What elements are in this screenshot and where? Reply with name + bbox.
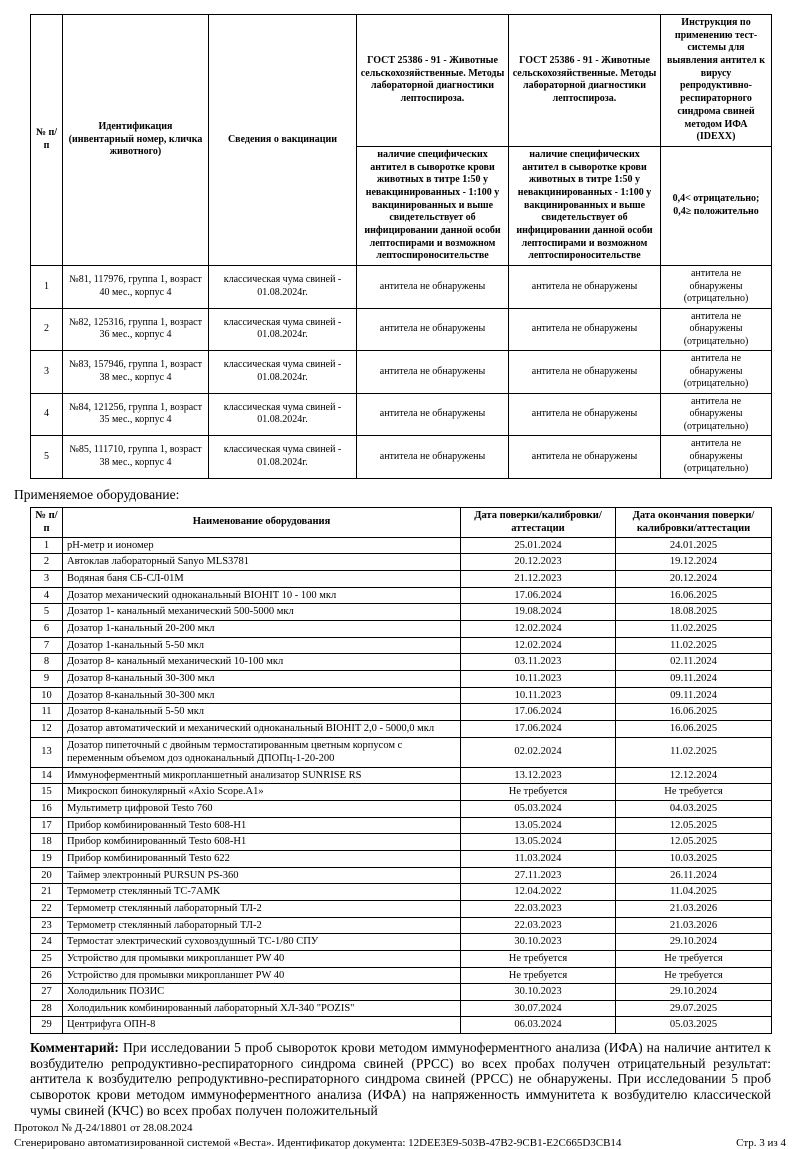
cell-check-date: Не требуется [461,950,616,967]
cell-end-date: 04.03.2025 [616,801,772,818]
cell-equip-number: 3 [31,571,63,588]
cell-end-date: 21.03.2026 [616,900,772,917]
cell-idexx-result: антитела не обнаружены (отрицательно) [661,308,772,351]
subheader-gost-criteria-2: наличие специфических антител в сыворотке крови животных в титре 1:50 у невакцинированных - 1:100 у вакцинированных и выше свидетельствует об инфицировании данной особи лептоспирами и возможном лептоспироносительстве [509,146,661,265]
col-header-equip-name: Наименование оборудования [63,507,461,537]
cell-identification: №83, 157946, группа 1, возраст 38 мес., корпус 4 [63,351,209,394]
cell-check-date: 17.06.2024 [461,587,616,604]
cell-equip-number: 6 [31,621,63,638]
cell-equip-number: 26 [31,967,63,984]
results-table-body [31,266,772,479]
cell-gost-result-2: антитела не обнаружены [509,266,661,309]
cell-idexx-result: антитела не обнаружены (отрицательно) [661,266,772,309]
equipment-row [31,737,772,767]
cell-equip-number: 24 [31,934,63,951]
protocol-number-line: Протокол № Д-24/18801 от 28.08.2024 [14,1122,193,1135]
cell-equip-number: 10 [31,687,63,704]
cell-check-date: 25.01.2024 [461,537,616,554]
col-header-gost-1: ГОСТ 25386 - 91 - Животные сельскохозяйственные. Методы лабораторной диагностики лептоспироза. [357,15,509,147]
col-header-vaccination: Сведения о вакцинации [209,15,357,266]
cell-equip-number: 4 [31,587,63,604]
cell-equip-number: 27 [31,984,63,1001]
cell-equip-number: 14 [31,767,63,784]
cell-idexx-result: антитела не обнаружены (отрицательно) [661,436,772,479]
cell-end-date: 11.02.2025 [616,637,772,654]
cell-end-date: 09.11.2024 [616,670,772,687]
cell-end-date: 16.06.2025 [616,704,772,721]
cell-equip-name: Автоклав лабораторный Sanyo MLS3781 [63,554,461,571]
equipment-row [31,917,772,934]
cell-equip-name: Термометр стеклянный лабораторный ТЛ-2 [63,900,461,917]
cell-end-date: 12.12.2024 [616,767,772,784]
cell-end-date: 09.11.2024 [616,687,772,704]
cell-equip-number: 25 [31,950,63,967]
cell-gost-result-2: антитела не обнаружены [509,436,661,479]
cell-equip-name: Таймер электронный PURSUN PS-360 [63,867,461,884]
cell-end-date: Не требуется [616,784,772,801]
cell-end-date: 16.06.2025 [616,587,772,604]
cell-check-date: 17.06.2024 [461,720,616,737]
equipment-row [31,621,772,638]
col-header-identification: Идентификация (инвентарный номер, кличка животного) [63,15,209,266]
cell-equip-number: 16 [31,801,63,818]
equipment-row [31,967,772,984]
cell-gost-result-1: антитела не обнаружены [357,436,509,479]
equipment-table [30,507,772,1035]
cell-equip-name: Дозатор 8-канальный 30-300 мкл [63,687,461,704]
cell-equip-name: Микроскоп бинокулярный «Axio Scope.A1» [63,784,461,801]
results-table-header [31,15,772,266]
cell-equip-name: Прибор комбинированный Testo 622 [63,851,461,868]
cell-check-date: 02.02.2024 [461,737,616,767]
cell-check-date: 10.11.2023 [461,687,616,704]
cell-gost-result-1: антитела не обнаружены [357,393,509,436]
cell-check-date: 11.03.2024 [461,851,616,868]
cell-check-date: 10.11.2023 [461,670,616,687]
generated-by-line: Сгенерировано автоматизированной системой «Веста». Идентификатор документа: 12DEE3E9-503B-47B2-9CB1-E2C665D3CB14 [14,1137,622,1149]
cell-check-date: 03.11.2023 [461,654,616,671]
equipment-row [31,817,772,834]
cell-equip-number: 28 [31,1000,63,1017]
equipment-row [31,884,772,901]
equipment-row [31,587,772,604]
cell-equip-name: Дозатор 8-канальный 5-50 мкл [63,704,461,721]
cell-end-date: 20.12.2024 [616,571,772,588]
cell-row-number: 5 [31,436,63,479]
cell-check-date: 12.02.2024 [461,621,616,638]
cell-end-date: 29.10.2024 [616,984,772,1001]
equipment-row [31,571,772,588]
col-header-equip-number: № п/п [31,507,63,537]
equipment-row [31,784,772,801]
cell-equip-name: Дозатор 1- канальный механический 500-5000 мкл [63,604,461,621]
cell-end-date: 19.12.2024 [616,554,772,571]
cell-vaccination: классическая чума свиней - 01.08.2024г. [209,351,357,394]
cell-equip-name: Устройство для промывки микропланшет PW 40 [63,967,461,984]
cell-check-date: 13.05.2024 [461,834,616,851]
cell-equip-number: 23 [31,917,63,934]
cell-end-date: 29.07.2025 [616,1000,772,1017]
equipment-row [31,687,772,704]
cell-end-date: 11.02.2025 [616,621,772,638]
cell-equip-name: Термостат электрический суховоздушный ТС-1/80 СПУ [63,934,461,951]
equipment-row [31,554,772,571]
cell-equip-name: Термометр стеклянный ТС-7АМК [63,884,461,901]
equipment-section-title: Применяемое оборудование: [14,486,180,502]
equipment-table-header [31,507,772,537]
cell-identification: №84, 121256, группа 1, возраст 35 мес., корпус 4 [63,393,209,436]
equipment-table-body [31,537,772,1033]
cell-end-date: 05.03.2025 [616,1017,772,1034]
equipment-row [31,767,772,784]
results-row [31,308,772,351]
cell-gost-result-2: антитела не обнаружены [509,351,661,394]
cell-equip-number: 7 [31,637,63,654]
equipment-row [31,704,772,721]
cell-row-number: 2 [31,308,63,351]
cell-check-date: 30.10.2023 [461,934,616,951]
cell-equip-number: 1 [31,537,63,554]
col-header-instruction: Инструкция по применению тест-системы для выявления антител к вирусу репродуктивно-респираторного синдрома свиней методом ИФА (IDEXX) [661,15,772,147]
equipment-row [31,851,772,868]
equipment-row [31,1000,772,1017]
cell-end-date: 26.11.2024 [616,867,772,884]
cell-identification: №82, 125316, группа 1, возраст 36 мес., корпус 4 [63,308,209,351]
subheader-instruction-criteria: 0,4< отрицательно; 0,4≥ положительно [661,146,772,265]
cell-gost-result-2: антитела не обнаружены [509,393,661,436]
results-row [31,436,772,479]
cell-end-date: 24.01.2025 [616,537,772,554]
cell-check-date: 05.03.2024 [461,801,616,818]
equipment-row [31,654,772,671]
cell-equip-number: 13 [31,737,63,767]
cell-end-date: 21.03.2026 [616,917,772,934]
equipment-row [31,720,772,737]
equipment-row [31,670,772,687]
comment-text: При исследовании 5 проб сывороток крови методом иммуноферментного анализа (ИФА) на наличие антител к возбудителю репродуктивно-респираторного синдрома свиней (РРСС) во всех пробах получен отрицательный результат: антитела к возбудителю репродуктивно-респираторного синдрома свиней (РРСС) не обнаружены. При исследовании 5 проб сывороток крови методом иммуноферментного анализа (ИФА) на напряженность иммунитета к возбудителю классической чумы свиней (КЧС) во всех пробах получен положительный [30,1040,771,1118]
equipment-row [31,604,772,621]
cell-equip-name: Дозатор 8-канальный 30-300 мкл [63,670,461,687]
cell-equip-name: Мультиметр цифровой Testo 760 [63,801,461,818]
cell-check-date: 17.06.2024 [461,704,616,721]
cell-identification: №81, 117976, группа 1, возраст 40 мес., корпус 4 [63,266,209,309]
cell-end-date: 02.11.2024 [616,654,772,671]
results-row [31,351,772,394]
equipment-row [31,950,772,967]
comment-label: Комментарий: [30,1040,119,1056]
cell-gost-result-1: антитела не обнаружены [357,266,509,309]
cell-equip-name: Дозатор механический одноканальный BIOHIT 10 - 100 мкл [63,587,461,604]
col-header-end-date: Дата окончания поверки/калибровки/аттестации [616,507,772,537]
cell-check-date: 22.03.2023 [461,917,616,934]
cell-idexx-result: антитела не обнаружены (отрицательно) [661,351,772,394]
cell-check-date: 12.04.2022 [461,884,616,901]
subheader-gost-criteria-1: наличие специфических антител в сыворотке крови животных в титре 1:50 у невакцинированных - 1:100 у вакцинированных и выше свидетельствует об инфицировании данной особи лептоспирами и возможном лептоспироносительстве [357,146,509,265]
cell-equip-name: Холодильник ПОЗИС [63,984,461,1001]
cell-vaccination: классическая чума свиней - 01.08.2024г. [209,393,357,436]
cell-gost-result-1: антитела не обнаружены [357,308,509,351]
equipment-row [31,934,772,951]
cell-row-number: 4 [31,393,63,436]
cell-equip-name: Прибор комбинированный Testo 608-H1 [63,817,461,834]
results-row [31,266,772,309]
cell-gost-result-2: антитела не обнаружены [509,308,661,351]
cell-equip-number: 18 [31,834,63,851]
cell-equip-name: pH-метр и иономер [63,537,461,554]
equipment-row [31,801,772,818]
cell-equip-number: 5 [31,604,63,621]
cell-equip-name: Иммуноферментный микропланшетный анализатор SUNRISE RS [63,767,461,784]
cell-end-date: 11.02.2025 [616,737,772,767]
cell-identification: №85, 111710, группа 1, возраст 38 мес., корпус 4 [63,436,209,479]
cell-idexx-result: антитела не обнаружены (отрицательно) [661,393,772,436]
cell-equip-number: 17 [31,817,63,834]
cell-equip-number: 19 [31,851,63,868]
cell-end-date: 11.04.2025 [616,884,772,901]
cell-check-date: 22.03.2023 [461,900,616,917]
col-header-row-number: № п/п [31,15,63,266]
cell-equip-number: 21 [31,884,63,901]
cell-check-date: Не требуется [461,967,616,984]
cell-row-number: 1 [31,266,63,309]
cell-check-date: 30.10.2023 [461,984,616,1001]
equipment-row [31,1017,772,1034]
comment-paragraph [30,1040,771,1118]
cell-equip-number: 29 [31,1017,63,1034]
cell-vaccination: классическая чума свиней - 01.08.2024г. [209,266,357,309]
cell-equip-number: 9 [31,670,63,687]
col-header-check-date: Дата поверки/калибровки/аттестации [461,507,616,537]
cell-equip-number: 2 [31,554,63,571]
cell-end-date: Не требуется [616,967,772,984]
cell-equip-name: Холодильник комбинированный лабораторный ХЛ-340 "POZIS" [63,1000,461,1017]
results-row [31,393,772,436]
cell-check-date: 21.12.2023 [461,571,616,588]
cell-check-date: 27.11.2023 [461,867,616,884]
cell-check-date: 13.05.2024 [461,817,616,834]
cell-end-date: 12.05.2025 [616,817,772,834]
cell-vaccination: классическая чума свиней - 01.08.2024г. [209,436,357,479]
cell-equip-number: 11 [31,704,63,721]
equipment-row [31,834,772,851]
cell-check-date: Не требуется [461,784,616,801]
cell-equip-name: Дозатор пипеточный с двойным термостатированным цветным корпусом с переменным объемом доз одноканальный ДПОПц-1-20-200 [63,737,461,767]
page-number: Стр. 3 из 4 [736,1137,786,1149]
equipment-row [31,867,772,884]
cell-end-date: 16.06.2025 [616,720,772,737]
cell-equip-number: 15 [31,784,63,801]
cell-equip-name: Центрифуга ОПН-8 [63,1017,461,1034]
cell-equip-number: 8 [31,654,63,671]
cell-equip-name: Дозатор 1-канальный 20-200 мкл [63,621,461,638]
cell-equip-name: Прибор комбинированный Testo 608-H1 [63,834,461,851]
equipment-row [31,900,772,917]
cell-end-date: 12.05.2025 [616,834,772,851]
cell-end-date: Не требуется [616,950,772,967]
cell-equip-number: 22 [31,900,63,917]
cell-check-date: 20.12.2023 [461,554,616,571]
equipment-row [31,537,772,554]
cell-equip-name: Водяная баня СБ-СЛ-01М [63,571,461,588]
cell-check-date: 30.07.2024 [461,1000,616,1017]
page-footer [14,1137,786,1149]
cell-equip-name: Термометр стеклянный лабораторный ТЛ-2 [63,917,461,934]
cell-check-date: 12.02.2024 [461,637,616,654]
cell-equip-number: 20 [31,867,63,884]
cell-vaccination: классическая чума свиней - 01.08.2024г. [209,308,357,351]
col-header-gost-2: ГОСТ 25386 - 91 - Животные сельскохозяйственные. Методы лабораторной диагностики лептоспироза. [509,15,661,147]
cell-check-date: 19.08.2024 [461,604,616,621]
cell-equip-name: Дозатор 8- канальный механический 10-100 мкл [63,654,461,671]
cell-equip-name: Дозатор автоматический и механический одноканальный BIOHIT 2,0 - 5000,0 мкл [63,720,461,737]
cell-equip-name: Устройство для промывки микропланшет PW 40 [63,950,461,967]
cell-end-date: 29.10.2024 [616,934,772,951]
cell-row-number: 3 [31,351,63,394]
results-table [30,14,772,479]
equipment-row [31,984,772,1001]
cell-check-date: 13.12.2023 [461,767,616,784]
equipment-row [31,637,772,654]
cell-end-date: 10.03.2025 [616,851,772,868]
cell-equip-number: 12 [31,720,63,737]
cell-end-date: 18.08.2025 [616,604,772,621]
cell-equip-name: Дозатор 1-канальный 5-50 мкл [63,637,461,654]
cell-gost-result-1: антитела не обнаружены [357,351,509,394]
cell-check-date: 06.03.2024 [461,1017,616,1034]
